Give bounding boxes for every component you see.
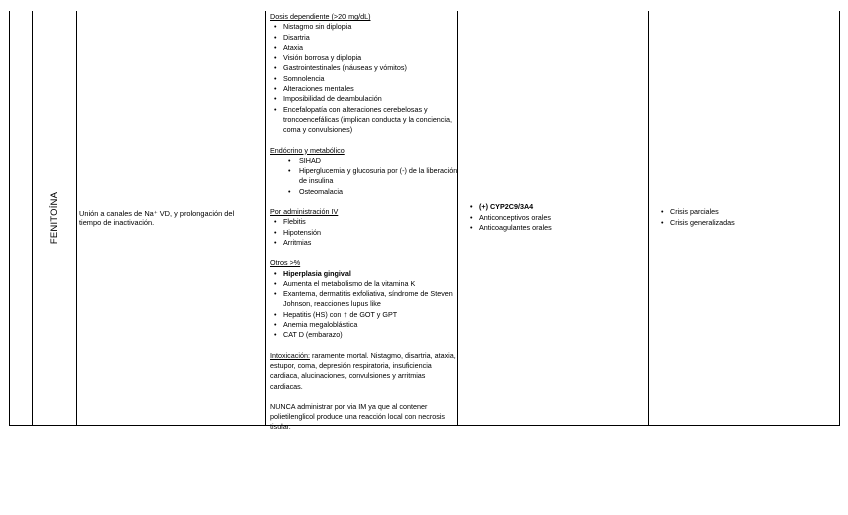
list-item: • Imposibilidad de deambulación: [270, 94, 460, 104]
list-item: • Aumenta el metabolismo de la vitamina K: [270, 279, 460, 289]
drug-table: [9, 11, 840, 432]
section-title: Endócrino y metabólico: [270, 145, 345, 155]
adverse-effects-cell: [270, 12, 460, 432]
uses-cell: [657, 11, 837, 425]
list-item-hepatitis: [270, 310, 460, 320]
list-item: • CAT D (embarazo): [270, 330, 460, 340]
list-item-highlight: • Hiperplasia gingival: [270, 269, 460, 279]
list-item: • Hiperglucemia y glucosuria por (-) de la liberación de insulina: [270, 166, 460, 187]
others-section: [270, 258, 460, 340]
section-title: Otros >%: [270, 258, 301, 268]
list-item: • Anticonceptivos orales: [466, 213, 552, 224]
mechanism-cell: [79, 11, 257, 425]
list-item: • Crisis generalizadas: [657, 218, 735, 229]
list-item: • Disartria: [270, 33, 460, 43]
list-item: • Flebitis: [270, 217, 460, 227]
others-list: [270, 269, 460, 341]
list-item-highlight: • (+) CYP2C9/3A4: [466, 202, 552, 213]
list-item: • Anticoagulantes orales: [466, 223, 552, 234]
hepatitis-text-end: de GOT y GPT: [349, 309, 398, 319]
warning-paragraph: NUNCA administrar por via IM ya que al contener polietilenglicol produce una reacción local con necrosis tisular.: [270, 401, 445, 432]
list-item: • SIHAD: [270, 156, 460, 166]
list-item: • Exantema, dermatitis exfoliativa, síndrome de Steven Johnson, reacciones lupus like: [270, 289, 460, 310]
endocrine-section: [270, 146, 460, 197]
section-title: Dosis dependiente (>20 mg/dL): [270, 12, 371, 21]
drug-name-cell: [33, 11, 76, 425]
drug-name: FENITOÍNA: [48, 191, 60, 245]
iv-list: [270, 217, 460, 248]
list-item: • Nistagmo sin diplopia: [270, 22, 460, 32]
interactions-list: [466, 202, 552, 234]
list-item: • Anemia megaloblástica: [270, 320, 460, 330]
dose-dependent-list: [270, 22, 460, 135]
hepatitis-text: Hepatitis (HS) con: [283, 309, 342, 319]
list-item: • Arritmias: [270, 238, 460, 248]
intoxication-paragraph: [270, 351, 460, 392]
list-item: • Osteomalacia: [270, 187, 460, 197]
endocrine-list: [270, 156, 460, 197]
dose-dependent-section: [270, 12, 460, 136]
mechanism-text: Unión a canales de Na⁺ VD, y prolongación del tiempo de inactivación.: [79, 208, 235, 227]
intoxication-label: Intoxicación:: [270, 350, 310, 360]
list-item: • Gastrointestinales (náuseas y vómitos): [270, 63, 460, 73]
list-item: • Encefalopatía con alteraciones cerebelosas y troncoencefálicas (implican conducta y la conciencia, coma y convulsiones): [270, 105, 460, 136]
list-item: • Hipotensión: [270, 228, 460, 238]
intoxication-text: raramente mortal. Nistagmo, disartria, ataxia, estupor, coma, depresión respiratoria, insuficiencia cardiaca, alucinaciones, convulsiones y arritmias cardiacas.: [270, 350, 456, 391]
column-divider: [76, 11, 77, 425]
section-title: Por administración IV: [270, 207, 339, 217]
list-item: • Visión borrosa y diplopia: [270, 53, 460, 63]
interactions-cell: [466, 11, 646, 425]
arrow-up-icon: ↑: [343, 309, 348, 319]
list-item: • Alteraciones mentales: [270, 84, 460, 94]
column-divider: [265, 11, 266, 425]
list-item: • Crisis parciales: [657, 207, 735, 218]
iv-section: [270, 207, 460, 248]
list-item: • Ataxia: [270, 43, 460, 53]
list-item: • Somnolencia: [270, 74, 460, 84]
uses-list: [657, 207, 735, 228]
column-divider: [648, 11, 649, 425]
